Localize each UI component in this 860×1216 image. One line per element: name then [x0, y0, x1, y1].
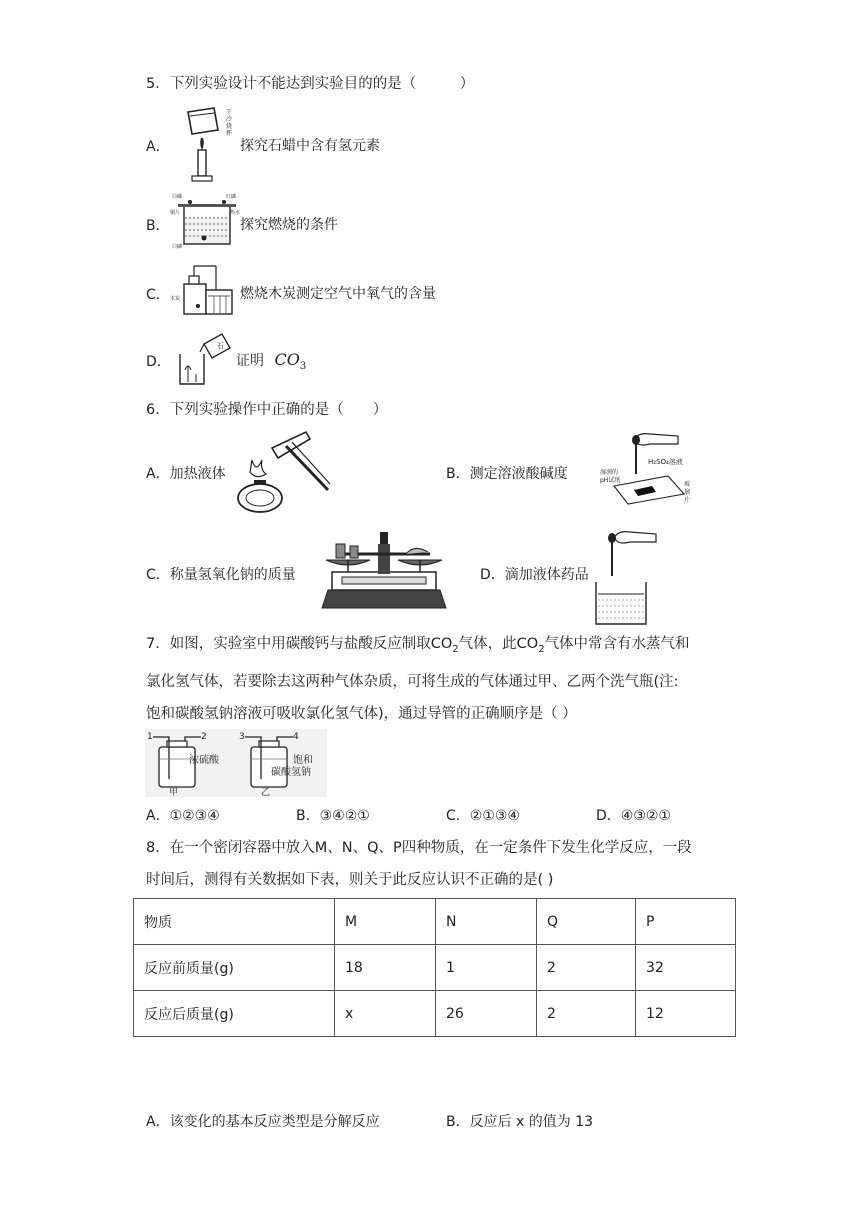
- q8-option-b: B．反应后 x 的值为 13: [446, 1114, 594, 1130]
- q5-a-figure: [180, 104, 236, 188]
- q5-option-b-text: 探究燃烧的条件: [240, 217, 338, 233]
- q7-option-d: D．④③②①: [596, 808, 671, 824]
- q7-port-2: 2: [201, 732, 207, 742]
- q5-stem: 5．下列实验设计不能达到实验目的的是（ ）: [146, 76, 475, 92]
- q7-liquid-yi-2: 碳酸氢钠: [271, 767, 311, 778]
- q6-d-figure: [594, 530, 660, 626]
- q5-option-c-text: 燃烧木炭测定空气中氧气的含量: [240, 286, 436, 302]
- q5-d-figure: [174, 330, 234, 388]
- svg-text:H₂SO₄溶液 湿润的 pH试纸 玻: H₂SO₄溶液 湿润的 pH试纸 玻 璃 片: [600, 458, 691, 504]
- q5-b-label-5: 白磷: [172, 244, 183, 250]
- q5-option-d-label: D．: [146, 354, 171, 370]
- q6-option-c-text: 称量氢氧化钠的质量: [169, 567, 296, 583]
- candle-icon: [192, 138, 212, 181]
- q7-option-c: C．②①③④: [446, 808, 520, 824]
- hand-icon: [634, 434, 678, 445]
- q8-data-table: [133, 898, 736, 1037]
- q5-c-figure: [170, 262, 236, 318]
- q7-bottle-name-jia: 甲: [169, 788, 179, 797]
- svg-text:石: 石: [217, 342, 224, 350]
- q6-option-b-text: 测定溶液酸碱度: [469, 466, 568, 482]
- table-header-row: 物质 M N Q P: [134, 899, 736, 945]
- copper-plate-icon: [178, 204, 236, 207]
- table-row: 反应前质量(g) 18 1 2 32: [134, 945, 736, 991]
- q6-option-d-label: D．滴加液体药品: [480, 567, 589, 583]
- q6-option-d-text: 滴加液体药品: [504, 567, 589, 583]
- q6-b-figure: [598, 430, 702, 514]
- q6-option-a-text: 加热液体: [169, 466, 226, 482]
- inverted-beaker-icon: [188, 108, 218, 134]
- alcohol-lamp-icon: [238, 460, 282, 512]
- q6-b-reagent-label: H₂SO₄溶液: [648, 458, 683, 466]
- dropper-icon: [608, 533, 616, 576]
- balance-scale-icon: [322, 532, 446, 608]
- q7-option-a: A．①②③④: [146, 808, 220, 824]
- q5-a-figure-label: 干冷烧杯: [226, 109, 233, 137]
- q5-option-a-text: 探究石蜡中含有氢元素: [240, 138, 380, 154]
- q5-b-label-3: 铜片: [170, 210, 181, 216]
- q5-b-label-1: 白磷: [172, 194, 183, 200]
- q7-port-1: 1: [147, 732, 153, 742]
- co3-formula: $CO_3$: [274, 350, 307, 373]
- q7-figure: [145, 729, 327, 797]
- q5-b-label-4: 热水: [230, 210, 240, 216]
- q6-b-paper-label-2: pH试纸: [600, 477, 621, 484]
- q5-option-c-label: C．: [146, 287, 170, 303]
- q6-option-b-label: B．测定溶液酸碱度: [446, 466, 568, 482]
- q7-option-b: B．③④②①: [296, 808, 370, 824]
- table-row: 反应后质量(g) x 26 2 12: [134, 991, 736, 1037]
- water-trough-icon: [206, 290, 232, 314]
- q7-port-4: 4: [293, 732, 299, 742]
- q6-stem: 6．下列实验操作中正确的是（ ）: [146, 402, 388, 418]
- q7-liquid-jia: 浓硫酸: [189, 755, 219, 766]
- q6-option-c-label: C．称量氢氧化钠的质量: [146, 567, 296, 583]
- q6-option-a-label: A．加热液体: [146, 466, 226, 482]
- q7-stem: 7．如图，实验室中用碳酸钙与盐酸反应制取$CO_2$气体，此$CO_2$气体中常含有水蒸气和 氯化氢气体，若要除去这两种气体杂质，可将生成的气体通过甲、乙两个洗气瓶(注: 饱和碳酸氢钠溶液可吸收氯化氢气体)，通过导管的正确顺序是（ ）: [146, 636, 690, 722]
- q8-stem: 8．在一个密闭容器中放入M、N、Q、P四种物质，在一定条件下发生化学反应，一段 时间后，测得有关数据如下表，则关于此反应认识不正确的是( ): [146, 840, 692, 888]
- q6-a-figure: [232, 426, 336, 516]
- q7-liquid-yi-1: 饱和: [293, 755, 313, 766]
- test-tube-holder-icon: [272, 432, 330, 490]
- q5-c-figure-label: 木炭: [170, 296, 181, 302]
- q7-bottle-name-yi: 乙: [261, 788, 271, 797]
- q7-port-3: 3: [239, 732, 245, 742]
- beaker-icon: [596, 582, 646, 624]
- q5-b-figure: [170, 192, 240, 250]
- q6-c-figure: [318, 530, 448, 610]
- beaker-icon: [180, 354, 204, 384]
- q5-option-b-label: B．: [146, 218, 170, 234]
- q5-option-d-word: 证明: [236, 353, 264, 369]
- q5-option-a-label: A．: [146, 139, 170, 155]
- q6-b-paper-label-1: 湿润的: [600, 469, 619, 476]
- q5-b-label-2: 红磷: [226, 194, 237, 200]
- q8-option-a: A．该变化的基本反应类型是分解反应: [146, 1114, 380, 1130]
- q5-option-d-text: [236, 350, 306, 372]
- dropper-icon: [632, 435, 640, 474]
- hand-icon: [614, 532, 656, 543]
